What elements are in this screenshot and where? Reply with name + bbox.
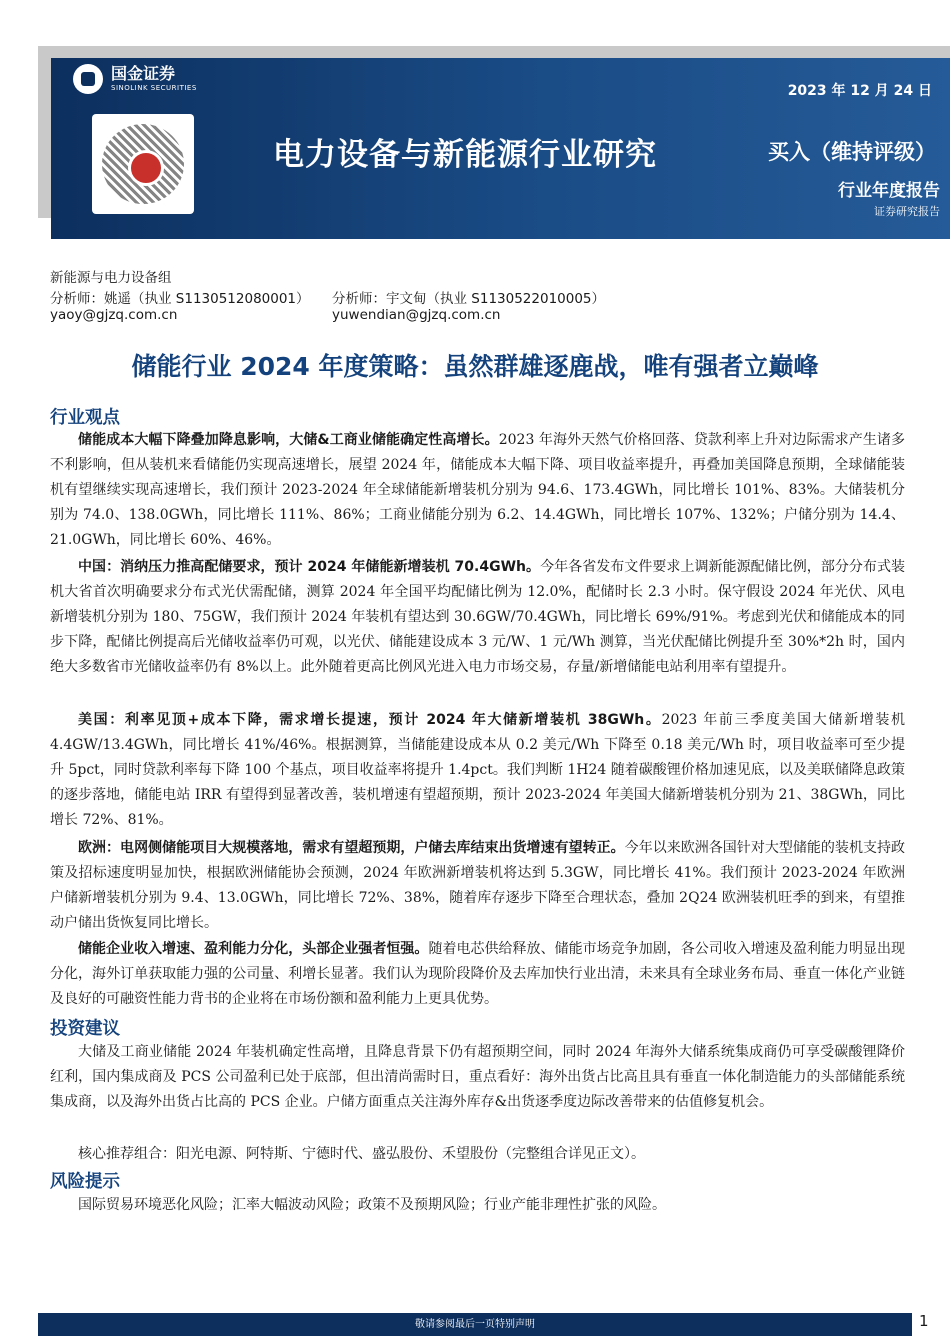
qr-code-icon: [92, 114, 194, 214]
report-title: 电力设备与新能源行业研究: [273, 137, 657, 173]
view-p2-body: 今年各省发布文件要求上调新能源配储比例，部分分布式装机大省首次明确要求分布式光伏需配储，测算 2024 年全国平均配储比例为 12.0%，配储时长 2.3 小时。保守假设 2024 年光伏、风电新增装机分别为 180、75GW，我们预计 2024 年装机有望达到 30.6GW/70.4GWh，同比增长 69%/91%。考虑到光伏和储能成本的同步下降，配储比例提高后光储收益率仍可观，以光伏、储能建设成本 3 元/W、1 元/Wh 测算，当光伏配储比例提升至 30%*2h 时，国内绝大多数省市光储收益率仍有 8%以上。此外随着更高比例风光进入电力市场交易，存量/新增储能电站利用率有望提升。: [50, 559, 906, 675]
view-paragraph-1: [50, 428, 905, 553]
view-p4-body: 今年以来欧洲各国针对大型储能的装机支持政策及招标速度明显加快，根据欧洲储能协会预测，2024 年欧洲新增装机将达到 5.3GW，同比增长 41%。我们预计 2023-2024 年欧洲户储新增装机分别为 9.4、13.0GWh，同比增长 72%、38%，随着库存逐步下降至合理状态，叠加 2Q24 欧洲装机旺季的到来，有望推动户储出货恢复同比增长。: [50, 840, 905, 931]
view-paragraph-5: [50, 937, 905, 1012]
view-p4-lead: 欧洲：电网侧储能项目大规模落地，需求有望超预期，户储去库结束出货增速有望转正。: [78, 840, 625, 856]
section-title-invest: 投资建议: [50, 1019, 120, 1039]
view-p3-lead: 美国：利率见顶+成本下降，需求增长提速，预计 2024 年大储新增装机 38GWh。: [78, 712, 662, 728]
report-type: 行业年度报告: [838, 181, 940, 201]
logo-cn-text: 国金证券: [111, 64, 176, 83]
view-p5-body: 随着电芯供给释放、储能市场竞争加剧，各公司收入增速及盈利能力明显出现分化，海外订单获取能力强的公司量、利增长显著。我们认为现阶段降价及去库加快行业出清，未来具有全球业务布局、垂直一体化产业链及良好的可融资性能力背书的企业将在市场份额和盈利能力上更具优势。: [50, 941, 906, 1007]
qr-center-logo: [128, 150, 164, 186]
section-title-risk: 风险提示: [50, 1172, 120, 1192]
view-paragraph-4: [50, 836, 905, 936]
view-p5-lead: 储能企业收入增速、盈利能力分化，头部企业强者恒强。: [78, 941, 429, 957]
report-subtype: 证券研究报告: [874, 205, 940, 218]
view-p3-body: 2023 年前三季度美国大储新增装机 4.4GW/13.4GWh，同比增长 41%/46%。根据测算，当储能建设成本从 0.2 美元/Wh 下降至 0.18 美元/Wh 时，项目收益率可至少提升 5pct，同时贷款利率每下降 100 个基点，项目收益率将提升 1.4pct。我们判断 1H24 随着碳酸锂价格加速见底，以及美联储降息政策的逐步落地，储能电站 IRR 有望得到显著改善，装机增速有望超预期，预计 2023-2024 年美国大储新增装机分别为 21、38GWh，同比增长 72%、81%。: [50, 712, 905, 828]
risk-paragraph-1: 国际贸易环境恶化风险；汇率大幅波动风险；政策不及预期风险；行业产能非理性扩张的风险。: [78, 1197, 666, 1213]
view-paragraph-3: [50, 708, 905, 833]
logo-mark-icon: [73, 64, 103, 94]
invest-paragraph-2: 核心推荐组合：阳光电源、阿特斯、宁德时代、盛弘股份、禾望股份（完整组合详见正文）。: [78, 1146, 645, 1162]
report-headline: 储能行业 2024 年度策略：虽然群雄逐鹿战，唯有强者立巅峰: [131, 352, 819, 381]
report-date: 2023 年 12 月 24 日: [787, 83, 932, 99]
page-number: 1: [919, 1312, 929, 1330]
footer-disclaimer: 敬请参阅最后一页特别声明: [38, 1313, 912, 1336]
view-p1-lead: 储能成本大幅下降叠加降息影响，大储&工商业储能确定性高增长。: [78, 432, 499, 448]
section-title-view: 行业观点: [50, 408, 120, 428]
analyst-1-email: yaoy@gjzq.com.cn: [50, 307, 178, 323]
header-banner: [51, 58, 950, 239]
view-p1-body: 2023 年海外天然气价格回落、贷款利率上升对边际需求产生诸多不利影响，但从装机来看储能仍实现高速增长，展望 2024 年，储能成本大幅下降、项目收益率提升，再叠加美国降息预期，全球储能装机有望继续实现高速增长，我们预计 2023-2024 年全球储能新增装机分别为 94.6、173.4GWh，同比增长 101%、83%。大储装机分别为 74.0、138.0GWh，同比增长 111%、86%；工商业储能分别为 6.2、14.4GWh，同比增长 107%、132%；户储分别为 14.4、21.0GWh，同比增长 60%、46%。: [50, 432, 905, 548]
view-p2-lead: 中国：消纳压力推高配储要求，预计 2024 年储能新增装机 70.4GWh。: [78, 559, 541, 575]
rating-label: 买入（维持评级）: [768, 140, 936, 164]
analyst-group: 新能源与电力设备组: [50, 270, 172, 286]
analyst-2: 分析师：宇文甸（执业 S1130522010005）: [332, 291, 606, 307]
invest-paragraph-1: 大储及工商业储能 2024 年装机确定性高增，且降息背景下仍有超预期空间，同时 2024 年海外大储系统集成商仍可享受碳酸锂降价红利，国内集成商及 PCS 公司盈利已处于底部，但出清尚需时日，重点看好：海外出货占比高且具有垂直一体化制造能力的头部储能系统集成商，以及海外出货占比高的 PCS 企业。户储方面重点关注海外库存&出货逐季度边际改善带来的估值修复机会。: [50, 1044, 905, 1110]
analyst-2-email: yuwendian@gjzq.com.cn: [332, 307, 501, 323]
company-logo: [73, 64, 197, 94]
view-paragraph-2: [50, 555, 905, 680]
analyst-1: 分析师：姚遥（执业 S1130512080001）: [50, 291, 310, 307]
logo-en-text: SINOLINK SECURITIES: [111, 84, 197, 92]
